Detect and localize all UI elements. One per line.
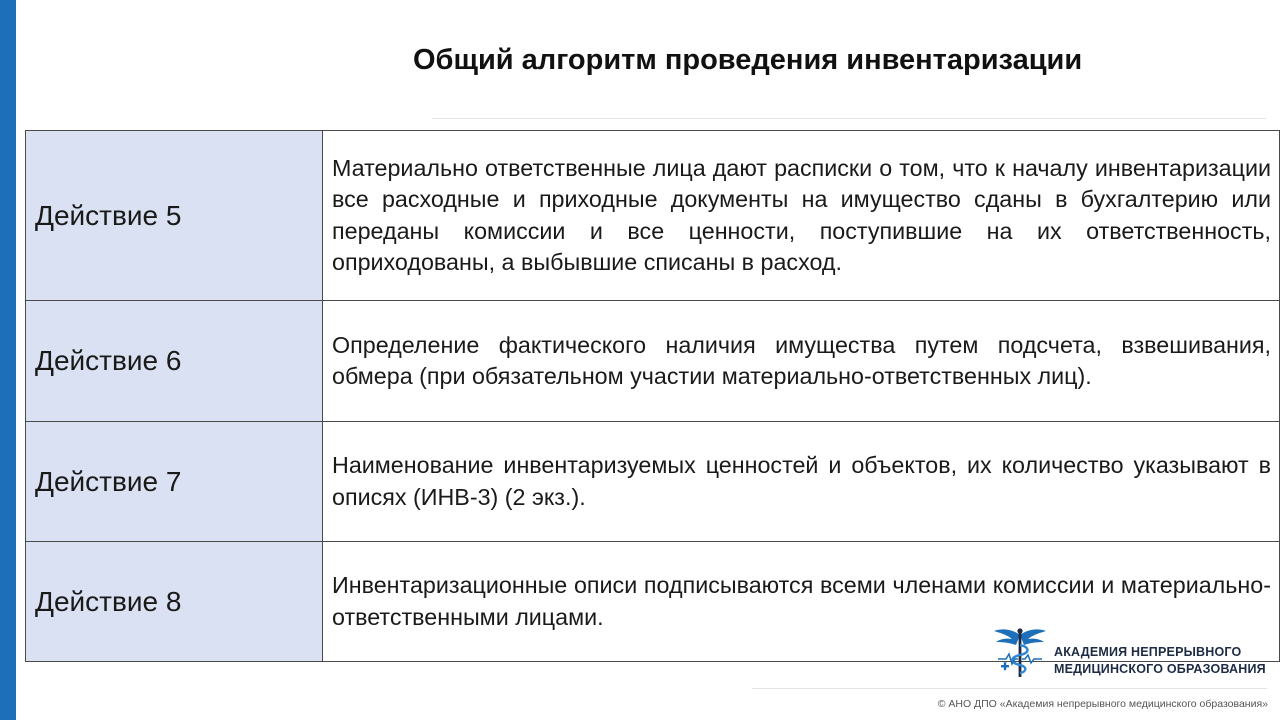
algorithm-steps-table (25, 130, 1280, 662)
title-divider (432, 118, 1266, 119)
academy-logo (992, 625, 1277, 680)
step-label: Действие 5 (26, 131, 323, 301)
logo-text-line1: АКАДЕМИЯ НЕПРЕРЫВНОГО (1054, 645, 1242, 659)
left-accent-bar (0, 0, 16, 720)
copyright-footer: © АНО ДПО «Академия непрерывного медицинского образования» (937, 698, 1268, 710)
step-description: Инвентаризационные описи подписываются всеми членами комиссии и материально-ответственными лицами. (323, 542, 1280, 662)
step-label: Действие 6 (26, 301, 323, 422)
page-title: Общий алгоритм проведения инвентаризации (413, 44, 1083, 76)
caduceus-icon (992, 625, 1048, 680)
footer-divider (752, 688, 1267, 689)
table-row (26, 422, 1280, 542)
table-row (26, 131, 1280, 301)
step-label: Действие 8 (26, 542, 323, 662)
step-description: Наименование инвентаризуемых ценностей и объектов, их количество указывают в описях (ИНВ-3) (2 экз.). (323, 422, 1280, 542)
step-description: Материально ответственные лица дают расписки о том, что к началу инвентаризации все расходные и приходные документы на имущество сданы в бухгалтерию или переданы комиссии и все ценности, поступившие на их ответственность, оприходованы, а выбывшие списаны в расход. (323, 131, 1280, 301)
step-description: Определение фактического наличия имущества путем подсчета, взвешивания, обмера (при обязательном участии материально-ответственных лиц). (323, 301, 1280, 422)
step-label: Действие 7 (26, 422, 323, 542)
logo-text-line2: МЕДИЦИНСКОГО ОБРАЗОВАНИЯ (1054, 662, 1266, 676)
table-row (26, 301, 1280, 422)
